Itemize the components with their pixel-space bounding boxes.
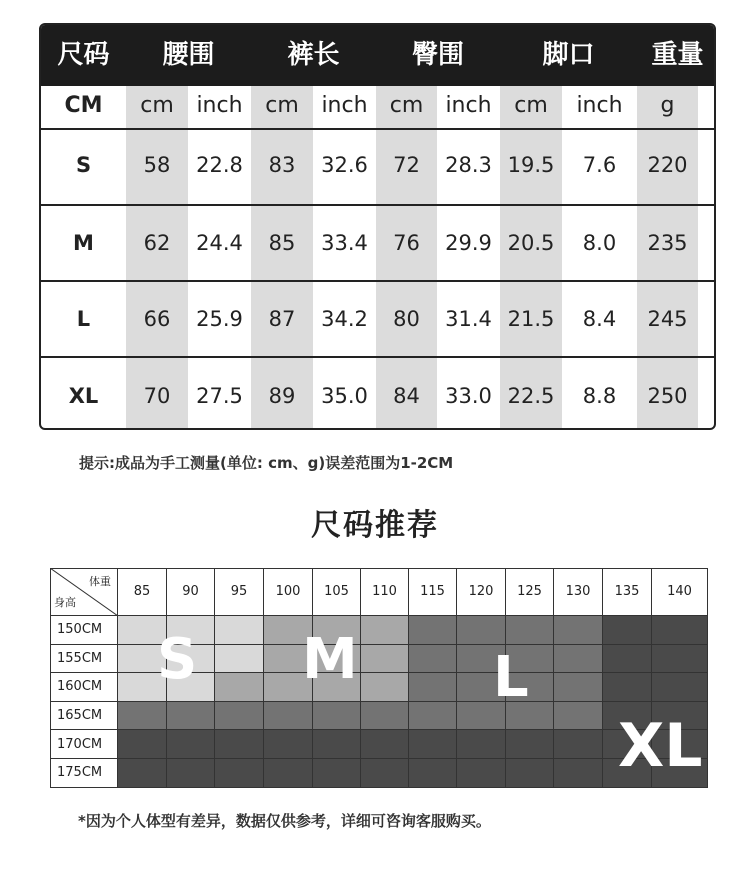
- weight-header-cell: [167, 568, 215, 616]
- value-cell: 87: [268, 307, 296, 331]
- height-header-cell: [50, 616, 118, 645]
- value-cell: 250: [647, 384, 688, 408]
- header-leg-opening: 脚口: [542, 40, 595, 70]
- size-recommendation-grid: [50, 568, 708, 788]
- height-header-cell: [50, 645, 118, 674]
- height-label: 175CM: [57, 765, 103, 781]
- size-row-s: [41, 128, 714, 206]
- unit-cell: g: [660, 93, 675, 118]
- value-cell: 33.0: [445, 384, 492, 408]
- size-cell-xl: [215, 730, 264, 759]
- value-cell: 8.8: [582, 384, 617, 408]
- weight-header-cell: [215, 568, 264, 616]
- size-zone-label-l: L: [493, 645, 529, 710]
- height-label: 155CM: [57, 650, 103, 666]
- size-cell-xl: [118, 730, 167, 759]
- size-cell-m: [361, 645, 409, 674]
- size-cell-l: [554, 616, 603, 645]
- grid-corner: [50, 568, 118, 616]
- weight-label: 115: [420, 584, 445, 599]
- weight-label: 85: [133, 584, 151, 599]
- size-cell-l: [167, 702, 215, 731]
- weight-header-cell: [313, 568, 361, 616]
- value-cell: 76: [393, 231, 420, 255]
- size-zone-label-s: S: [157, 627, 198, 692]
- unit-cell: inch: [196, 93, 243, 118]
- footer-note: *因为个人体型有差异，数据仅供参考，详细可咨询客服购买。: [78, 812, 491, 830]
- height-label: 150CM: [57, 622, 103, 638]
- height-header-cell: [50, 759, 118, 788]
- corner-height-label: 身高: [54, 596, 76, 609]
- size-cell-xl: [264, 730, 313, 759]
- value-cell: 72: [393, 153, 420, 177]
- value-cell: 220: [647, 153, 688, 177]
- size-cell: M: [73, 231, 94, 255]
- header-size: 尺码: [57, 40, 110, 70]
- value-cell: 19.5: [507, 153, 555, 177]
- value-cell: 58: [143, 153, 171, 177]
- value-cell: 22.5: [507, 384, 555, 408]
- units-row: [41, 86, 714, 128]
- size-cell-l: [409, 616, 457, 645]
- value-cell: 27.5: [196, 384, 243, 408]
- weight-label: 120: [468, 584, 494, 599]
- weight-header-cell: [652, 568, 708, 616]
- height-label: 160CM: [57, 679, 103, 695]
- value-cell: 35.0: [321, 384, 368, 408]
- size-cell-xl: [603, 673, 652, 702]
- weight-header-cell: [506, 568, 554, 616]
- size-zone-label-xl: XL: [618, 711, 703, 781]
- size-cell-l: [554, 702, 603, 731]
- weight-label: 100: [275, 584, 301, 599]
- value-cell: 83: [268, 153, 296, 177]
- size-cell-xl: [313, 730, 361, 759]
- size-cell-xl: [652, 673, 708, 702]
- size-cell-l: [361, 702, 409, 731]
- unit-cell: inch: [576, 93, 623, 118]
- size-cell-xl: [118, 759, 167, 788]
- unit-cell: cm: [140, 93, 174, 118]
- value-cell: 29.9: [445, 231, 492, 255]
- size-cell-xl: [554, 730, 603, 759]
- value-cell: 25.9: [196, 307, 243, 331]
- unit-cell: inch: [321, 93, 368, 118]
- value-cell: 34.2: [321, 307, 368, 331]
- size-cell-xl: [554, 759, 603, 788]
- value-cell: 8.4: [582, 307, 617, 331]
- size-cell-l: [554, 645, 603, 674]
- size-cell-xl: [603, 645, 652, 674]
- size-cell-xl: [409, 759, 457, 788]
- weight-header-cell: [264, 568, 313, 616]
- value-cell: 66: [143, 307, 171, 331]
- size-cell-xl: [313, 759, 361, 788]
- size-zone-label-m: M: [302, 627, 358, 692]
- unit-cell: cm: [389, 93, 424, 118]
- size-cell-l: [118, 702, 167, 731]
- size-cell-l: [409, 673, 457, 702]
- value-cell: 21.5: [507, 307, 555, 331]
- recommendation-title: 尺码推荐: [311, 508, 439, 543]
- weight-header-cell: [361, 568, 409, 616]
- size-cell-xl: [457, 730, 506, 759]
- size-row-l: [41, 280, 714, 358]
- weight-label: 95: [230, 584, 248, 599]
- header-weight: 重量: [651, 40, 704, 70]
- height-label: 170CM: [57, 736, 103, 752]
- value-cell: 8.0: [582, 231, 617, 255]
- size-cell-xl: [457, 759, 506, 788]
- size-cell-xl: [652, 645, 708, 674]
- size-table: [39, 23, 716, 430]
- value-cell: 245: [647, 307, 688, 331]
- size-cell-xl: [603, 616, 652, 645]
- value-cell: 84: [393, 384, 420, 408]
- height-header-cell: [50, 730, 118, 759]
- size-cell-xl: [506, 759, 554, 788]
- value-cell: 62: [143, 231, 171, 255]
- size-cell-xl: [506, 730, 554, 759]
- unit-cell: CM: [64, 93, 103, 118]
- weight-header-cell: [603, 568, 652, 616]
- value-cell: 7.6: [582, 153, 617, 177]
- size-cell-l: [554, 673, 603, 702]
- header-length: 裤长: [287, 40, 340, 70]
- size-cell-l: [409, 702, 457, 731]
- value-cell: 85: [268, 231, 296, 255]
- value-cell: 70: [143, 384, 171, 408]
- size-cell-l: [313, 702, 361, 731]
- size-cell-l: [409, 645, 457, 674]
- weight-label: 90: [182, 584, 199, 599]
- unit-cell: inch: [445, 93, 492, 118]
- size-cell-xl: [409, 730, 457, 759]
- size-cell-m: [361, 616, 409, 645]
- size-cell-xl: [167, 730, 215, 759]
- weight-label: 140: [667, 584, 692, 599]
- size-cell-l: [506, 616, 554, 645]
- weight-header-cell: [118, 568, 167, 616]
- value-cell: 235: [647, 231, 688, 255]
- value-cell: 22.8: [196, 153, 243, 177]
- height-header-cell: [50, 673, 118, 702]
- weight-header-cell: [457, 568, 506, 616]
- value-cell: 20.5: [507, 231, 555, 255]
- header-waist: 腰围: [162, 40, 215, 70]
- weight-header-cell: [409, 568, 457, 616]
- value-cell: 24.4: [196, 231, 243, 255]
- size-cell-xl: [361, 730, 409, 759]
- measurement-note: 提示:成品为手工测量(单位: cm、g)误差范围为1-2CM: [79, 454, 454, 472]
- size-cell-xl: [167, 759, 215, 788]
- weight-label: 130: [565, 584, 591, 599]
- size-cell: S: [75, 153, 92, 177]
- size-cell-s: [215, 645, 264, 674]
- value-cell: 28.3: [445, 153, 492, 177]
- unit-cell: cm: [265, 93, 299, 118]
- weight-header-cell: [554, 568, 603, 616]
- weight-label: 110: [372, 584, 397, 599]
- size-row-m: [41, 204, 714, 282]
- size-table-header: [41, 25, 714, 86]
- unit-cell: cm: [514, 93, 548, 118]
- weight-label: 105: [324, 584, 349, 599]
- size-cell-l: [215, 702, 264, 731]
- value-cell: 89: [268, 384, 296, 408]
- size-cell-xl: [264, 759, 313, 788]
- height-label: 165CM: [57, 708, 103, 724]
- size-cell: XL: [68, 384, 99, 408]
- value-cell: 32.6: [321, 153, 368, 177]
- value-cell: 31.4: [445, 307, 492, 331]
- size-cell-m: [361, 673, 409, 702]
- size-cell-s: [215, 616, 264, 645]
- size-cell-xl: [215, 759, 264, 788]
- corner-weight-label: 体重: [89, 575, 111, 588]
- size-cell-xl: [652, 616, 708, 645]
- header-hip: 臀围: [411, 40, 464, 70]
- weight-label: 135: [614, 584, 640, 599]
- value-cell: 33.4: [321, 231, 368, 255]
- height-header-cell: [50, 702, 118, 731]
- size-cell-l: [457, 616, 506, 645]
- value-cell: 80: [393, 307, 420, 331]
- size-row-xl: [41, 356, 714, 430]
- size-cell-m: [215, 673, 264, 702]
- size-cell-xl: [361, 759, 409, 788]
- size-cell-l: [264, 702, 313, 731]
- size-cell: L: [76, 307, 91, 331]
- weight-label: 125: [517, 584, 542, 599]
